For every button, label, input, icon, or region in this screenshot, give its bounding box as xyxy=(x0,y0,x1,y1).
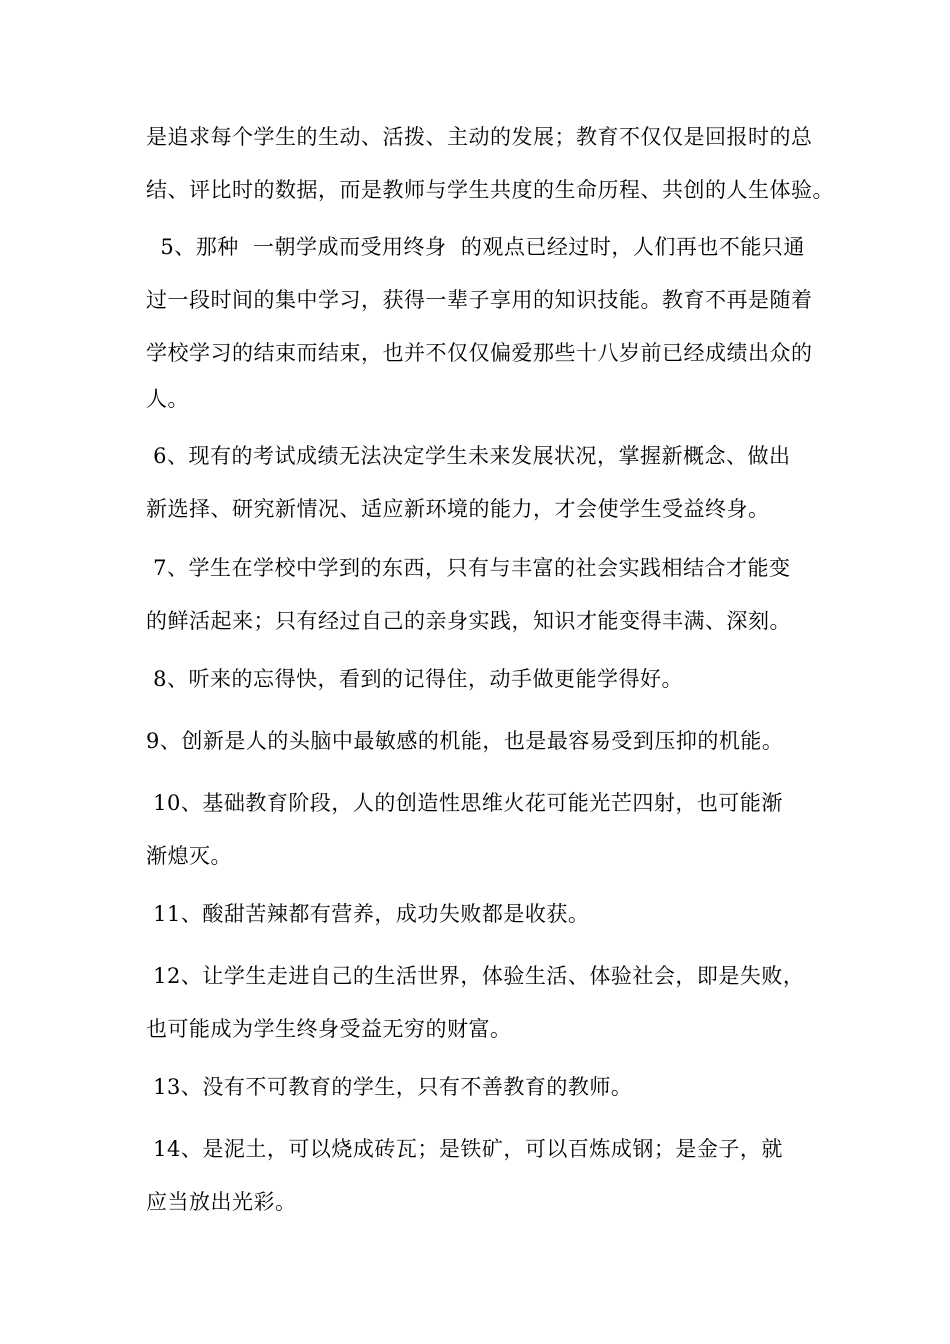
para-7-line-1: 10、基础教育阶段，人的创造性思维火花可能光芒四射，也可能渐 xyxy=(146,791,783,815)
para-9-line-1: 12、让学生走进自己的生活世界，体验生活、体验社会，即是失败， xyxy=(146,964,805,988)
para-1-line-2: 结、评比时的数据，而是教师与学生共度的生命历程、共创的人生体验。 xyxy=(146,178,834,202)
para-3-line-2: 新选择、研究新情况、适应新环境的能力，才会使学生受益终身。 xyxy=(146,497,770,521)
para-11-line-2: 应当放出光彩。 xyxy=(146,1190,297,1214)
para-3-line-1: 6、现有的考试成绩无法决定学生未来发展状况，掌握新概念、做出 xyxy=(146,444,791,468)
para-10-line-1: 13、没有不可教育的学生，只有不善教育的教师。 xyxy=(146,1075,633,1099)
para-8-line-1: 11、酸甜苦辣都有营养，成功失败都是收获。 xyxy=(146,902,590,926)
para-2-line-4: 人。 xyxy=(146,387,189,411)
para-4-line-2: 的鲜活起来；只有经过自己的亲身实践，知识才能变得丰满、深刻。 xyxy=(146,609,791,633)
para-11-line-1: 14、是泥土，可以烧成砖瓦；是铁矿，可以百炼成钢；是金子，就 xyxy=(146,1137,783,1161)
para-1-line-1: 是追求每个学生的生动、活拨、主动的发展；教育不仅仅是回报时的总 xyxy=(146,125,813,149)
para-5-line-1: 8、听来的忘得快，看到的记得住，动手做更能学得好。 xyxy=(146,667,684,691)
para-2-line-1: 5、那种 一朝学成而受用终身 的观点已经过时，人们再也不能只通 xyxy=(146,235,805,259)
para-2-line-3: 学校学习的结束而结束，也并不仅仅偏爱那些十八岁前已经成绩出众的 xyxy=(146,341,813,365)
para-2-line-2: 过一段时间的集中学习，获得一辈子享用的知识技能。教育不再是随着 xyxy=(146,288,813,312)
para-4-line-1: 7、学生在学校中学到的东西，只有与丰富的社会实践相结合才能变 xyxy=(146,556,791,580)
para-7-line-2: 渐熄灭。 xyxy=(146,844,232,868)
para-6-line-1: 9、创新是人的头脑中最敏感的机能，也是最容易受到压抑的机能。 xyxy=(146,729,784,753)
para-9-line-2: 也可能成为学生终身受益无穷的财富。 xyxy=(146,1017,512,1041)
